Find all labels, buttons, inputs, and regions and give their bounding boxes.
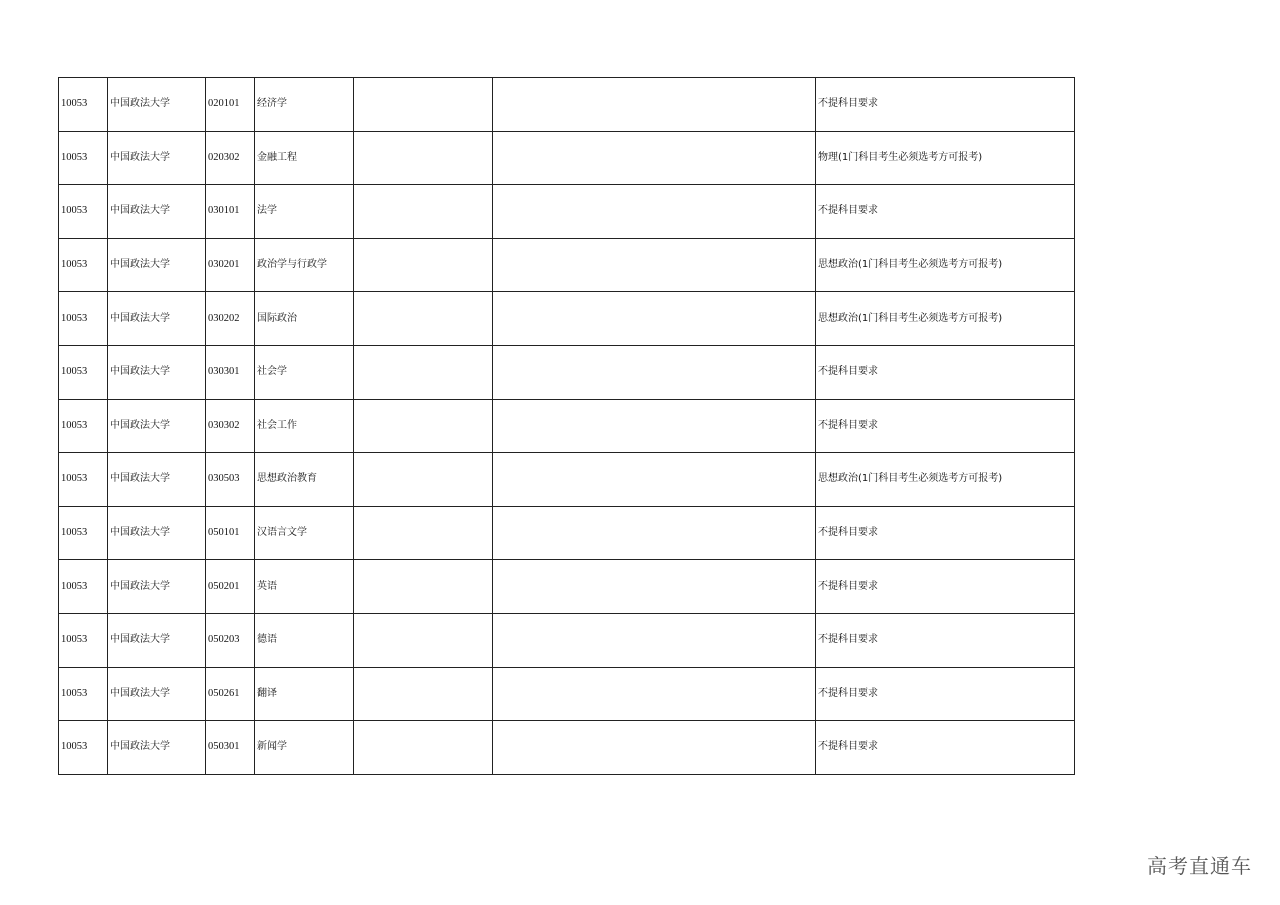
empty-cell <box>493 560 816 614</box>
major-name-cell: 翻译 <box>255 667 354 721</box>
school-name-cell: 中国政法大学 <box>108 667 206 721</box>
major-name-cell: 国际政治 <box>255 292 354 346</box>
empty-cell <box>493 613 816 667</box>
major-name-cell: 汉语言文学 <box>255 506 354 560</box>
empty-cell <box>493 292 816 346</box>
subject-requirement-cell: 不提科目要求 <box>816 667 1075 721</box>
school-code-cell: 10053 <box>59 613 108 667</box>
school-code-cell: 10053 <box>59 506 108 560</box>
school-name-cell: 中国政法大学 <box>108 721 206 775</box>
table-row <box>59 131 1075 185</box>
school-code-cell: 10053 <box>59 131 108 185</box>
major-name-cell: 新闻学 <box>255 721 354 775</box>
school-name-cell: 中国政法大学 <box>108 131 206 185</box>
table-row <box>59 560 1075 614</box>
major-code-cell: 030503 <box>206 453 255 507</box>
empty-cell <box>493 721 816 775</box>
major-code-cell: 050101 <box>206 506 255 560</box>
subject-requirement-cell: 思想政治(1门科目考生必须选考方可报考) <box>816 292 1075 346</box>
major-name-cell: 英语 <box>255 560 354 614</box>
empty-cell <box>493 345 816 399</box>
table-row <box>59 453 1075 507</box>
empty-cell <box>354 399 493 453</box>
empty-cell <box>354 238 493 292</box>
empty-cell <box>354 721 493 775</box>
school-code-cell: 10053 <box>59 399 108 453</box>
major-name-cell: 经济学 <box>255 78 354 132</box>
major-code-cell: 050203 <box>206 613 255 667</box>
major-code-cell: 030101 <box>206 185 255 239</box>
empty-cell <box>493 667 816 721</box>
empty-cell <box>354 185 493 239</box>
major-code-cell: 030201 <box>206 238 255 292</box>
school-name-cell: 中国政法大学 <box>108 185 206 239</box>
table-row <box>59 185 1075 239</box>
school-name-cell: 中国政法大学 <box>108 292 206 346</box>
empty-cell <box>354 453 493 507</box>
school-code-cell: 10053 <box>59 560 108 614</box>
empty-cell <box>493 453 816 507</box>
empty-cell <box>493 399 816 453</box>
watermark-text: 高考直通车 <box>1147 854 1252 878</box>
subject-requirement-cell: 不提科目要求 <box>816 506 1075 560</box>
empty-cell <box>354 560 493 614</box>
school-code-cell: 10053 <box>59 667 108 721</box>
table-row <box>59 506 1075 560</box>
subject-requirement-cell: 思想政治(1门科目考生必须选考方可报考) <box>816 238 1075 292</box>
school-name-cell: 中国政法大学 <box>108 613 206 667</box>
school-code-cell: 10053 <box>59 721 108 775</box>
subject-requirement-cell: 不提科目要求 <box>816 721 1075 775</box>
major-name-cell: 德语 <box>255 613 354 667</box>
empty-cell <box>354 667 493 721</box>
school-name-cell: 中国政法大学 <box>108 238 206 292</box>
empty-cell <box>354 78 493 132</box>
empty-cell <box>354 292 493 346</box>
major-code-cell: 050261 <box>206 667 255 721</box>
empty-cell <box>493 506 816 560</box>
subject-requirement-cell: 物理(1门科目考生必须选考方可报考) <box>816 131 1075 185</box>
subject-requirement-cell: 不提科目要求 <box>816 399 1075 453</box>
subject-requirement-cell: 不提科目要求 <box>816 185 1075 239</box>
major-name-cell: 社会工作 <box>255 399 354 453</box>
major-code-cell: 050201 <box>206 560 255 614</box>
table-row <box>59 721 1075 775</box>
subject-requirement-cell: 不提科目要求 <box>816 78 1075 132</box>
empty-cell <box>354 345 493 399</box>
major-name-cell: 政治学与行政学 <box>255 238 354 292</box>
table-row <box>59 667 1075 721</box>
subject-requirement-cell: 不提科目要求 <box>816 345 1075 399</box>
table-row <box>59 238 1075 292</box>
major-name-cell: 思想政治教育 <box>255 453 354 507</box>
empty-cell <box>354 131 493 185</box>
empty-cell <box>354 506 493 560</box>
table-row <box>59 78 1075 132</box>
empty-cell <box>493 185 816 239</box>
major-name-cell: 社会学 <box>255 345 354 399</box>
school-name-cell: 中国政法大学 <box>108 78 206 132</box>
subject-requirement-cell: 不提科目要求 <box>816 560 1075 614</box>
major-name-cell: 金融工程 <box>255 131 354 185</box>
major-code-cell: 020101 <box>206 78 255 132</box>
table-body <box>59 78 1075 775</box>
school-code-cell: 10053 <box>59 453 108 507</box>
school-name-cell: 中国政法大学 <box>108 506 206 560</box>
subject-requirement-cell: 思想政治(1门科目考生必须选考方可报考) <box>816 453 1075 507</box>
major-code-cell: 030202 <box>206 292 255 346</box>
school-code-cell: 10053 <box>59 345 108 399</box>
major-code-cell: 030302 <box>206 399 255 453</box>
school-code-cell: 10053 <box>59 238 108 292</box>
school-name-cell: 中国政法大学 <box>108 560 206 614</box>
school-code-cell: 10053 <box>59 185 108 239</box>
table-row <box>59 399 1075 453</box>
major-name-cell: 法学 <box>255 185 354 239</box>
major-code-cell: 030301 <box>206 345 255 399</box>
empty-cell <box>493 238 816 292</box>
major-code-cell: 050301 <box>206 721 255 775</box>
empty-cell <box>493 78 816 132</box>
school-name-cell: 中国政法大学 <box>108 345 206 399</box>
school-code-cell: 10053 <box>59 292 108 346</box>
major-code-cell: 020302 <box>206 131 255 185</box>
empty-cell <box>493 131 816 185</box>
table-row <box>59 345 1075 399</box>
empty-cell <box>354 613 493 667</box>
subject-requirement-cell: 不提科目要求 <box>816 613 1075 667</box>
school-name-cell: 中国政法大学 <box>108 399 206 453</box>
table-row <box>59 613 1075 667</box>
table-row <box>59 292 1075 346</box>
school-code-cell: 10053 <box>59 78 108 132</box>
school-name-cell: 中国政法大学 <box>108 453 206 507</box>
subject-requirements-table <box>58 77 1075 775</box>
